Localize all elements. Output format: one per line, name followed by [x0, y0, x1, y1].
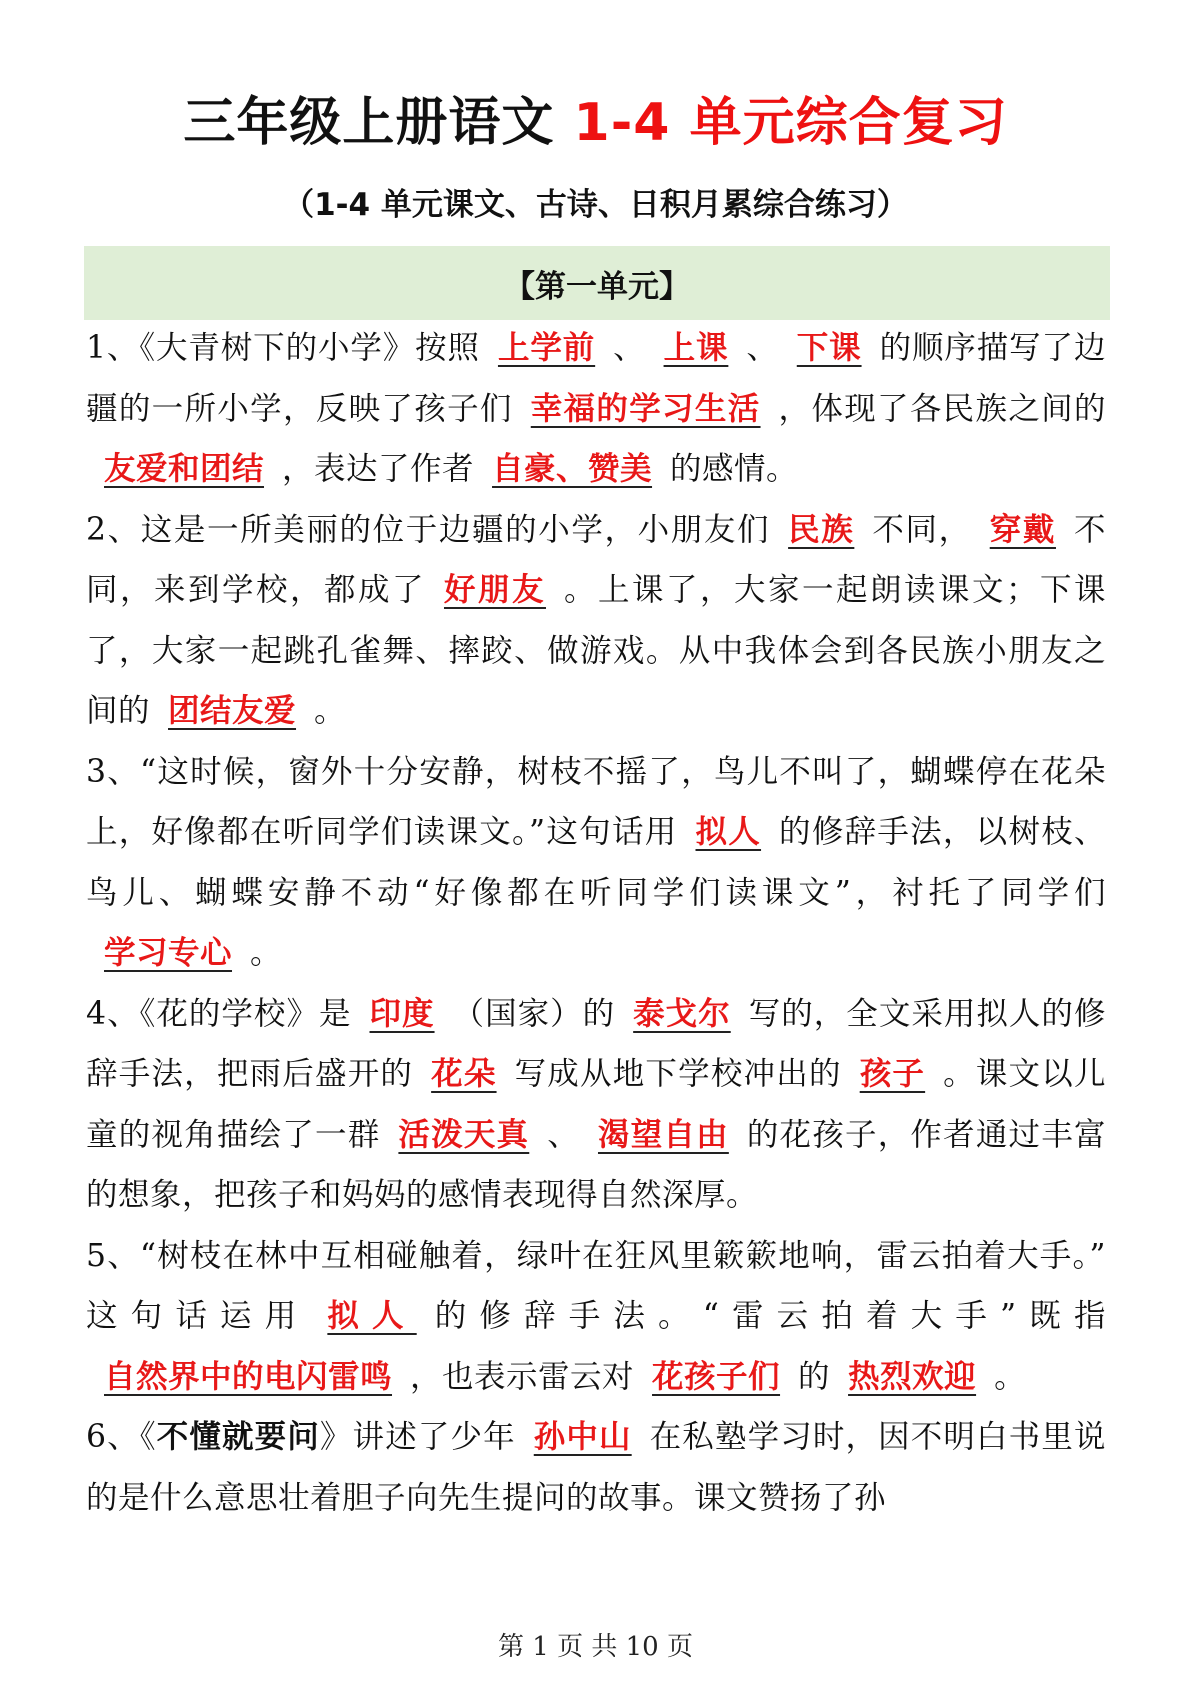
item-text: 不同，来到学校，都成了: [86, 511, 1106, 608]
item-text: 。: [994, 1358, 1027, 1395]
document-subtitle: （1-4 单元课文、古诗、日积月累综合练习）: [283, 187, 908, 223]
answer-blank: 拟人: [695, 814, 762, 850]
item-number: 4、: [86, 995, 140, 1032]
item-text: 。上课了，大家一起朗读课文；下课了，大家一起跳孔雀舞、摔跤、做游戏。从中我体会到各民族小朋友之间的: [86, 572, 1106, 729]
answer-blank: 上课: [663, 330, 729, 366]
document-title: [0, 88, 1191, 158]
answer-blank: 友爱和团结: [104, 451, 265, 487]
item-text: ，体现了各民族之间的: [778, 390, 1106, 427]
answer-blank: 好朋友: [443, 572, 546, 608]
item-text: 。: [314, 693, 347, 729]
item-number: 3、: [86, 753, 141, 790]
exercise-item-1: [86, 318, 1106, 500]
answer-blank: 拟人: [327, 1298, 417, 1334]
item-text: 。课文以儿童的视角描绘了一群: [86, 1056, 1106, 1153]
item-number: 2、: [86, 511, 141, 548]
item-text: 、: [613, 330, 646, 366]
exercise-item-6: [86, 1407, 1106, 1528]
item-text: 的修辞手法，以树枝、鸟儿、蝴蝶安静不动“好像都在听同学们读课文”，衬托了同学们: [86, 814, 1106, 911]
item-text: （国家）的: [452, 995, 616, 1032]
item-text: 的修辞手法。“雷云拍着大手”既指: [434, 1298, 1106, 1334]
answer-blank: 孙中山: [533, 1419, 632, 1455]
answer-blank: 自豪、赞美: [492, 451, 653, 487]
answer-blank: 幸福的学习生活: [530, 390, 761, 427]
answer-blank: 团结友爱: [168, 693, 297, 729]
answer-blank: 下课: [796, 330, 862, 366]
item-text: 写成从地下学校冲出的: [514, 1056, 842, 1092]
title-highlight: 1-4 单元综合复习: [573, 93, 1008, 153]
answer-blank: 活泼天真: [398, 1116, 530, 1153]
item-number: 5、: [86, 1237, 140, 1274]
exercise-item-5: [86, 1226, 1106, 1408]
exercise-item-2: [86, 500, 1106, 742]
item-text: 的花孩子，作者通过丰富的想象，把孩子和妈妈的感情表现得自然深厚。: [86, 1116, 1106, 1213]
answer-blank: 花孩子们: [652, 1358, 781, 1395]
answer-blank: 孩子: [859, 1056, 926, 1092]
answer-blank: 热烈欢迎: [848, 1358, 977, 1395]
exercise-list: [86, 318, 1106, 1528]
item-text: ，也表示雷云对: [410, 1358, 635, 1395]
item-text: ，表达了作者: [282, 451, 475, 487]
exercise-item-3: [86, 742, 1106, 984]
item-text: 的: [798, 1358, 831, 1395]
answer-blank: 穿戴: [989, 511, 1056, 548]
answer-blank: 花朵: [431, 1056, 497, 1092]
section-heading-band: [84, 246, 1110, 320]
item-text: 在私塾学习时，因不明白书里说的是什么意思壮着胆子向先生提问的故事。课文赞扬了孙: [86, 1419, 1106, 1516]
title-main: 三年级上册语文: [183, 93, 574, 153]
section-heading: 【第一单元】: [504, 268, 690, 305]
answer-blank: 自然界中的电闪雷鸣: [104, 1358, 393, 1395]
answer-blank: 渴望自由: [597, 1116, 729, 1153]
item-text: 的感情。: [670, 451, 799, 487]
item-text: 《大青树下的小学》按照: [139, 330, 480, 366]
item-text: 。: [250, 935, 283, 971]
answer-blank: 泰戈尔: [633, 995, 731, 1032]
lesson-title: 不懂就要问: [156, 1419, 320, 1455]
item-number: 1、: [86, 330, 140, 366]
item-text: 、: [746, 330, 779, 366]
item-text: 写的，全文采用拟人的修辞手法，把雨后盛开的: [86, 995, 1106, 1092]
exercise-item-4: [86, 984, 1106, 1226]
item-text: 不同，: [872, 511, 972, 548]
item-text: 的顺序描写了边疆的一所小学，反映了孩子们: [86, 330, 1106, 427]
item-text: “这时候，窗外十分安静，树枝不摇了，鸟儿不叫了，蝴蝶停在花朵上，好像都在听同学们读课文。”这句话用: [86, 753, 1106, 850]
item-text: 《花的学校》是: [139, 995, 352, 1032]
item-text: 《: [139, 1419, 157, 1455]
item-text: “树枝在林中互相碰触着，绿叶在狂风里簌簌地响，雷云拍着大手。” 这句话运用: [86, 1237, 1106, 1334]
answer-blank: 印度: [369, 995, 435, 1032]
item-text: 这是一所美丽的位于边疆的小学，小朋友们: [140, 511, 771, 548]
item-text: 》讲述了少年: [319, 1419, 516, 1455]
answer-blank: 民族: [788, 511, 855, 548]
answer-blank: 学习专心: [104, 935, 233, 971]
item-number: 6、: [86, 1419, 140, 1455]
answer-blank: 上学前: [497, 330, 596, 366]
page-number: 第 1 页 共 10 页: [498, 1632, 693, 1662]
item-text: 、: [547, 1116, 580, 1153]
